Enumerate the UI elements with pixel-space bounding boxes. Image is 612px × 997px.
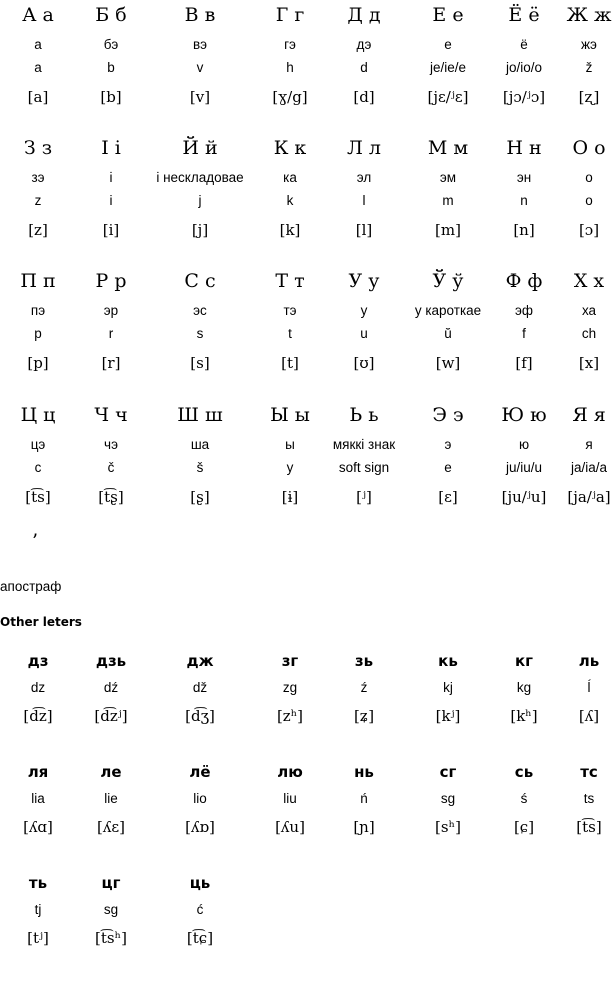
latin-transliteration: ž	[585, 60, 593, 75]
ipa-pronunciation: [t͡s]	[576, 818, 602, 836]
latin-transliteration: ń	[360, 791, 368, 806]
letter-name: бэ	[103, 37, 119, 52]
cyrillic-letter: Й й	[182, 137, 218, 159]
latin-transliteration: z	[34, 193, 42, 208]
latin-transliteration: kj	[443, 680, 453, 695]
latin-transliteration: ja/ia/a	[570, 460, 608, 475]
cyrillic-letter: Ы ы	[270, 404, 310, 426]
ipa-pronunciation: [t͡sʰ]	[95, 929, 127, 947]
latin-transliteration: lia	[31, 791, 45, 806]
cyrillic-letter: Ж ж	[566, 4, 612, 26]
other-letters-heading: Other leters	[0, 615, 82, 629]
letter-name: ё	[520, 37, 528, 52]
ipa-pronunciation: [b]	[100, 88, 122, 106]
cyrillic-letter: А а	[22, 4, 54, 26]
alphabet-row	[0, 402, 612, 532]
cyrillic-digraph: ль	[578, 652, 600, 670]
cyrillic-digraph: сь	[514, 763, 534, 781]
ipa-pronunciation: [l]	[355, 221, 373, 239]
ipa-pronunciation: [s]	[190, 354, 210, 372]
cyrillic-digraph: зг	[281, 652, 299, 670]
latin-transliteration: ju/iu/u	[505, 460, 543, 475]
latin-transliteration: d	[360, 60, 368, 75]
letter-name: эр	[103, 303, 119, 318]
cyrillic-letter: С с	[184, 270, 216, 292]
latin-transliteration: r	[108, 326, 114, 341]
latin-transliteration: jo/io/o	[505, 60, 543, 75]
cyrillic-letter: Ю ю	[501, 404, 547, 426]
ipa-pronunciation: [ʎɒ]	[185, 818, 215, 836]
ipa-pronunciation: [sʰ]	[435, 818, 461, 836]
latin-transliteration: n	[520, 193, 528, 208]
cyrillic-letter: О о	[572, 137, 606, 159]
cyrillic-letter: Ё ё	[508, 4, 540, 26]
cyrillic-letter: Ф ф	[505, 270, 543, 292]
ipa-pronunciation: [ɲ]	[353, 818, 375, 836]
ipa-pronunciation: [ɨ]	[281, 488, 299, 506]
latin-transliteration: soft sign	[338, 460, 390, 475]
latin-transliteration: y	[286, 460, 294, 475]
apostrophe-mark: ’	[32, 530, 39, 552]
latin-transliteration: k	[286, 193, 294, 208]
letter-name: эф	[515, 303, 533, 318]
latin-transliteration: tj	[34, 902, 42, 917]
letter-name: цэ	[30, 437, 46, 452]
latin-transliteration: h	[286, 60, 294, 75]
latin-transliteration: č	[107, 460, 115, 475]
letter-cell	[164, 268, 236, 398]
ipa-pronunciation: [kʲ]	[435, 707, 461, 725]
letter-name: ша	[190, 437, 210, 452]
cyrillic-letter: Ў ў	[432, 270, 464, 292]
ipa-pronunciation: [d͡z]	[23, 707, 53, 725]
letter-cell	[2, 867, 74, 997]
ipa-pronunciation: [ʎɛ]	[97, 818, 125, 836]
ipa-pronunciation: [ʑ]	[353, 707, 375, 725]
letter-name: і	[109, 170, 113, 185]
cyrillic-digraph: ць	[189, 874, 211, 892]
latin-transliteration: e	[444, 460, 452, 475]
cyrillic-letter: Д д	[347, 4, 381, 26]
latin-transliteration: t	[288, 326, 292, 341]
cyrillic-digraph: зь	[354, 652, 374, 670]
ipa-pronunciation: [z]	[28, 221, 48, 239]
cyrillic-letter: Ц ц	[20, 404, 56, 426]
cyrillic-letter: Л л	[347, 137, 381, 159]
cyrillic-letter: Ш ш	[177, 404, 223, 426]
other-letters-row	[0, 867, 612, 997]
cyrillic-digraph: дз	[27, 652, 49, 670]
letter-cell	[553, 268, 612, 398]
cyrillic-letter: Р р	[95, 270, 127, 292]
letter-cell	[328, 268, 400, 398]
cyrillic-letter: В в	[184, 4, 216, 26]
latin-transliteration: ś	[520, 791, 528, 806]
alphabet-row	[0, 2, 612, 132]
letter-cell	[553, 2, 612, 132]
letter-name: эс	[193, 303, 207, 318]
apostrophe-name: апостраф	[0, 579, 62, 594]
cyrillic-digraph: дж	[186, 652, 214, 670]
letter-name: і нескладовае	[156, 170, 244, 185]
ipa-pronunciation: [ʊ]	[353, 354, 375, 372]
latin-transliteration: zg	[282, 680, 298, 695]
latin-transliteration: m	[442, 193, 454, 208]
letter-cell	[75, 2, 147, 132]
latin-transliteration: c	[34, 460, 42, 475]
letter-cell	[164, 867, 236, 997]
ipa-pronunciation: [t͡s]	[25, 488, 51, 506]
latin-transliteration: ŭ	[444, 326, 452, 341]
cyrillic-digraph: цг	[101, 874, 121, 892]
ipa-pronunciation: [jɛ/ʲɛ]	[427, 88, 469, 106]
ipa-pronunciation: [f]	[515, 354, 533, 372]
latin-transliteration: p	[34, 326, 42, 341]
latin-transliteration: kg	[516, 680, 532, 695]
ipa-pronunciation: [t]	[281, 354, 299, 372]
latin-transliteration: ĺ	[587, 680, 591, 695]
ipa-pronunciation: [w]	[435, 354, 461, 372]
letter-cell	[328, 2, 400, 132]
cyrillic-letter: Х х	[573, 270, 605, 292]
letter-name: е	[444, 37, 452, 52]
letter-name: мяккі знак	[332, 437, 396, 452]
latin-transliteration: ts	[583, 791, 595, 806]
cyrillic-letter: І і	[101, 137, 121, 159]
letter-name: ы	[285, 437, 295, 452]
letter-name: у	[360, 303, 368, 318]
letter-cell	[75, 867, 147, 997]
cyrillic-digraph: сг	[439, 763, 457, 781]
latin-transliteration: dž	[192, 680, 208, 695]
ipa-pronunciation: [j]	[191, 221, 209, 239]
letter-name: тэ	[283, 303, 297, 318]
letter-cell	[328, 135, 400, 265]
ipa-pronunciation: [d]	[353, 88, 375, 106]
letter-name: пэ	[30, 303, 46, 318]
ipa-pronunciation: [d͡ʒ]	[185, 707, 215, 725]
latin-transliteration: i	[109, 193, 113, 208]
cyrillic-letter: У у	[348, 270, 380, 292]
cyrillic-letter: Г г	[275, 4, 305, 26]
cyrillic-letter: П п	[20, 270, 56, 292]
letter-name: а	[34, 37, 42, 52]
cyrillic-digraph: кь	[438, 652, 458, 670]
cyrillic-digraph: дзь	[95, 652, 127, 670]
ipa-pronunciation: [k]	[279, 221, 301, 239]
latin-transliteration: b	[107, 60, 115, 75]
letter-name: я	[585, 437, 593, 452]
ipa-pronunciation: [ʂ]	[190, 488, 210, 506]
letter-cell	[156, 135, 244, 265]
latin-transliteration: j	[198, 193, 202, 208]
letter-cell	[75, 135, 147, 265]
letter-name: дэ	[356, 37, 372, 52]
letter-name: ю	[518, 437, 530, 452]
ipa-pronunciation: [tʲ]	[27, 929, 49, 947]
cyrillic-digraph: нь	[354, 763, 374, 781]
cyrillic-digraph: кг	[514, 652, 534, 670]
ipa-pronunciation: [ɣ/g]	[272, 88, 308, 106]
cyrillic-letter: З з	[23, 137, 53, 159]
letter-cell	[164, 2, 236, 132]
ipa-pronunciation: [ʐ]	[578, 88, 600, 106]
latin-transliteration: o	[585, 193, 593, 208]
latin-transliteration: s	[196, 326, 204, 341]
cyrillic-letter: Б б	[95, 4, 127, 26]
ipa-pronunciation: [d͡zʲ]	[94, 707, 128, 725]
latin-transliteration: l	[362, 193, 366, 208]
letter-cell	[75, 402, 147, 532]
letter-cell	[164, 402, 236, 532]
letter-cell	[328, 402, 400, 532]
letter-name: ка	[283, 170, 297, 185]
cyrillic-letter: М м	[427, 137, 469, 159]
letter-cell	[553, 402, 612, 532]
ipa-pronunciation: [ju/ʲu]	[501, 488, 547, 506]
ipa-pronunciation: [m]	[435, 221, 461, 239]
ipa-pronunciation: [ɔ]	[578, 221, 600, 239]
letter-name: эл	[356, 170, 372, 185]
cyrillic-letter: К к	[273, 137, 307, 159]
ipa-pronunciation: [ʎɑ]	[23, 818, 53, 836]
letter-name: э	[444, 437, 452, 452]
ipa-pronunciation: [n]	[513, 221, 535, 239]
letter-name: эм	[439, 170, 457, 185]
letter-name: о	[585, 170, 593, 185]
letter-name: зэ	[31, 170, 45, 185]
ipa-pronunciation: [ʎu]	[275, 818, 305, 836]
latin-transliteration: u	[360, 326, 368, 341]
ipa-pronunciation: [p]	[27, 354, 49, 372]
latin-transliteration: dź	[103, 680, 119, 695]
letter-name: ха	[581, 303, 597, 318]
ipa-pronunciation: [jɔ/ʲɔ]	[502, 88, 546, 106]
cyrillic-letter: Э э	[432, 404, 464, 426]
ipa-pronunciation: [v]	[189, 88, 211, 106]
cyrillic-digraph: ле	[100, 763, 122, 781]
latin-transliteration: je/ie/e	[429, 60, 467, 75]
latin-transliteration: ź	[360, 680, 368, 695]
letter-name: жэ	[581, 37, 597, 52]
ipa-pronunciation: [ʲ]	[356, 488, 372, 506]
latin-transliteration: f	[522, 326, 526, 341]
ipa-pronunciation: [r]	[101, 354, 121, 372]
cyrillic-letter: Т т	[275, 270, 305, 292]
latin-transliteration: v	[196, 60, 204, 75]
ipa-pronunciation: [ja/ʲa]	[567, 488, 611, 506]
latin-transliteration: sg	[440, 791, 456, 806]
cyrillic-digraph: лю	[277, 763, 303, 781]
ipa-pronunciation: [kʰ]	[510, 707, 538, 725]
cyrillic-letter: Ь ь	[349, 404, 379, 426]
cyrillic-letter: Я я	[572, 404, 606, 426]
cyrillic-letter: Н н	[506, 137, 542, 159]
letter-name: гэ	[284, 37, 296, 52]
letter-name: чэ	[104, 437, 118, 452]
ipa-pronunciation: [ɛ]	[438, 488, 458, 506]
ipa-pronunciation: [t͡ʂ]	[98, 488, 124, 506]
cyrillic-letter: Е е	[432, 4, 464, 26]
latin-transliteration: š	[196, 460, 204, 475]
ipa-pronunciation: [x]	[578, 354, 600, 372]
latin-transliteration: ch	[581, 326, 597, 341]
ipa-pronunciation: [t͡ɕ]	[186, 929, 214, 947]
cyrillic-digraph: ля	[27, 763, 49, 781]
cyrillic-digraph: ть	[28, 874, 48, 892]
latin-transliteration: lio	[193, 791, 207, 806]
latin-transliteration: dz	[30, 680, 46, 695]
ipa-pronunciation: [i]	[102, 221, 120, 239]
latin-transliteration: liu	[283, 791, 297, 806]
ipa-pronunciation: [ɕ]	[513, 818, 535, 836]
letter-cell	[553, 135, 612, 265]
latin-transliteration: sg	[103, 902, 119, 917]
ipa-pronunciation: [ʎ]	[578, 707, 600, 725]
latin-transliteration: lie	[104, 791, 118, 806]
latin-transliteration: ć	[196, 902, 204, 917]
alphabet-row	[0, 135, 612, 265]
latin-transliteration: a	[34, 60, 42, 75]
letter-name: вэ	[192, 37, 208, 52]
cyrillic-digraph: лё	[189, 763, 211, 781]
letter-name: у кароткае	[414, 303, 482, 318]
ipa-pronunciation: [a]	[27, 88, 49, 106]
letter-name: эн	[516, 170, 532, 185]
ipa-pronunciation: [zʰ]	[276, 707, 304, 725]
cyrillic-digraph: тс	[580, 763, 598, 781]
letter-cell	[75, 268, 147, 398]
cyrillic-letter: Ч ч	[94, 404, 128, 426]
alphabet-row	[0, 268, 612, 398]
